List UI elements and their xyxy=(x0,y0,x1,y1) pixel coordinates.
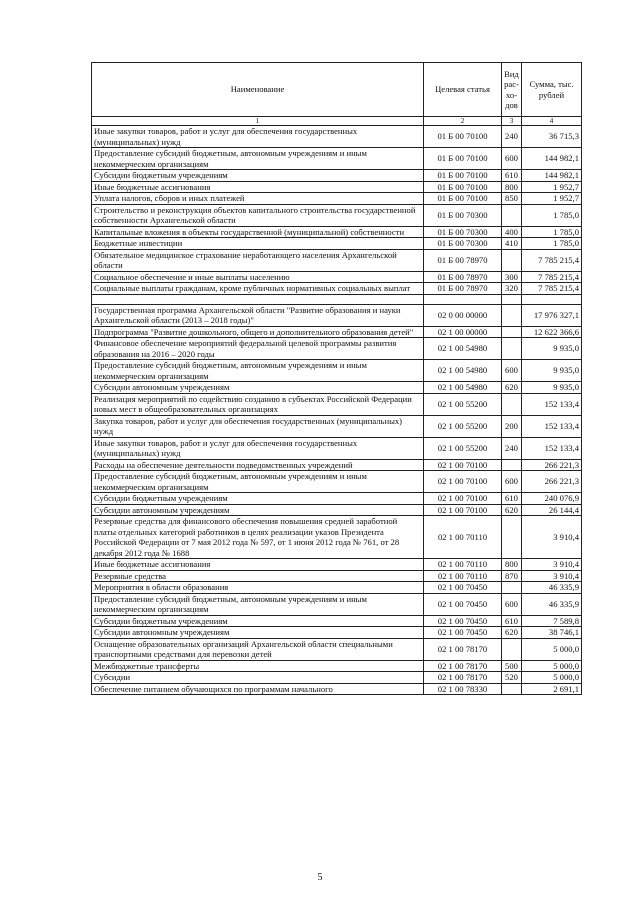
cell-amount: 5 000,0 xyxy=(522,660,582,672)
cell-amount: 9 935,0 xyxy=(522,338,582,360)
cell-target-article: 01 Б 00 70100 xyxy=(424,126,502,148)
table-row xyxy=(92,672,582,684)
cell-amount: 3 910,4 xyxy=(522,516,582,559)
cell-expense-type: 600 xyxy=(502,360,522,382)
cell-amount: 1 952,7 xyxy=(522,193,582,205)
table-row xyxy=(92,283,582,295)
cell-name: Оснащение образовательных организаций Архангельской области специальными транспортными средствами для перевозки детей xyxy=(92,638,424,660)
cell-target-article: 02 1 00 70100 xyxy=(424,459,502,471)
cell-target-article: 02 1 00 70110 xyxy=(424,559,502,571)
table-row xyxy=(92,471,582,493)
cell-name: Субсидии xyxy=(92,672,424,684)
table-row xyxy=(92,493,582,505)
table-row xyxy=(92,593,582,615)
column-number: 1 xyxy=(92,117,424,126)
cell-target-article: 01 Б 00 70100 xyxy=(424,181,502,193)
page-number: 5 xyxy=(317,872,323,883)
cell-expense-type xyxy=(502,249,522,271)
cell-name: Субсидии автономным учреждениям xyxy=(92,627,424,639)
table-row xyxy=(92,238,582,250)
cell-target-article: 01 Б 00 78970 xyxy=(424,283,502,295)
cell-amount: 3 910,4 xyxy=(522,559,582,571)
table-row xyxy=(92,683,582,695)
cell-amount: 7 785 215,4 xyxy=(522,271,582,283)
cell-amount xyxy=(522,294,582,304)
cell-target-article: 01 Б 00 70100 xyxy=(424,193,502,205)
cell-target-article: 02 1 00 54980 xyxy=(424,382,502,394)
cell-name: Резервные средства xyxy=(92,570,424,582)
header-name: Наименование xyxy=(92,63,424,117)
cell-expense-type: 610 xyxy=(502,493,522,505)
cell-expense-type: 600 xyxy=(502,471,522,493)
cell-name: Социальные выплаты гражданам, кроме публичных нормативных социальных выплат xyxy=(92,283,424,295)
cell-expense-type: 520 xyxy=(502,672,522,684)
cell-name: Мероприятия в области образования xyxy=(92,582,424,594)
cell-target-article: 02 1 00 55200 xyxy=(424,437,502,459)
spacer-row xyxy=(92,294,582,304)
cell-expense-type: 500 xyxy=(502,660,522,672)
cell-target-article: 02 1 00 54980 xyxy=(424,360,502,382)
cell-name: Субсидии автономным учреждениям xyxy=(92,504,424,516)
cell-expense-type xyxy=(502,683,522,695)
cell-name: Предоставление субсидий бюджетным, автономным учреждениям и иным некоммерческим организациям xyxy=(92,471,424,493)
cell-name: Субсидии бюджетным учреждениям xyxy=(92,493,424,505)
cell-name: Иные бюджетные ассигнования xyxy=(92,181,424,193)
cell-amount: 7 785 215,4 xyxy=(522,249,582,271)
budget-table xyxy=(91,62,582,695)
cell-amount: 46 335,9 xyxy=(522,593,582,615)
cell-target-article: 01 Б 00 70100 xyxy=(424,170,502,182)
cell-target-article: 02 1 00 78170 xyxy=(424,672,502,684)
cell-target-article: 01 Б 00 70100 xyxy=(424,148,502,170)
cell-name: Субсидии бюджетным учреждениям xyxy=(92,170,424,182)
cell-name: Иные бюджетные ассигнования xyxy=(92,559,424,571)
table-row xyxy=(92,126,582,148)
cell-target-article: 02 1 00 70450 xyxy=(424,615,502,627)
cell-amount: 7 589,8 xyxy=(522,615,582,627)
cell-expense-type xyxy=(502,294,522,304)
cell-name: Бюджетные инвестиции xyxy=(92,238,424,250)
header-sum: Сумма, тыс. рублей xyxy=(522,63,582,117)
table-row xyxy=(92,193,582,205)
cell-target-article: 01 Б 00 70300 xyxy=(424,238,502,250)
cell-expense-type: 620 xyxy=(502,382,522,394)
cell-amount: 5 000,0 xyxy=(522,672,582,684)
column-number: 2 xyxy=(424,117,502,126)
cell-target-article: 01 Б 00 70300 xyxy=(424,226,502,238)
header-code: Целевая статья xyxy=(424,63,502,117)
cell-expense-type: 200 xyxy=(502,415,522,437)
cell-name: Иные закупки товаров, работ и услуг для обеспечения государственных (муниципальных) нужд xyxy=(92,437,424,459)
table-row xyxy=(92,638,582,660)
cell-expense-type xyxy=(502,326,522,338)
cell-name: Государственная программа Архангельской области "Развитие образования и науки Архангельской области (2013 – 2018 годы)" xyxy=(92,304,424,326)
table-row xyxy=(92,393,582,415)
cell-expense-type: 600 xyxy=(502,593,522,615)
cell-amount: 7 785 215,4 xyxy=(522,283,582,295)
cell-amount: 38 746,1 xyxy=(522,627,582,639)
cell-target-article: 02 1 00 54980 xyxy=(424,338,502,360)
cell-expense-type: 300 xyxy=(502,271,522,283)
table-row xyxy=(92,615,582,627)
cell-amount: 1 785,0 xyxy=(522,226,582,238)
cell-amount: 1 785,0 xyxy=(522,238,582,250)
cell-name: Подпрограмма "Развитие дошкольного, общего и дополнительного образования детей" xyxy=(92,326,424,338)
cell-expense-type xyxy=(502,638,522,660)
cell-amount: 2 691,1 xyxy=(522,683,582,695)
table-row xyxy=(92,516,582,559)
table-row xyxy=(92,226,582,238)
cell-target-article: 02 1 00 70100 xyxy=(424,471,502,493)
cell-amount: 1 952,7 xyxy=(522,181,582,193)
cell-amount: 17 976 327,1 xyxy=(522,304,582,326)
table-row xyxy=(92,415,582,437)
cell-amount: 240 076,9 xyxy=(522,493,582,505)
cell-name: Межбюджетные трансферты xyxy=(92,660,424,672)
cell-target-article: 02 1 00 70450 xyxy=(424,582,502,594)
cell-amount: 144 982,1 xyxy=(522,170,582,182)
cell-expense-type: 620 xyxy=(502,627,522,639)
table-row xyxy=(92,360,582,382)
cell-amount: 152 133,4 xyxy=(522,437,582,459)
cell-expense-type: 600 xyxy=(502,148,522,170)
table-row xyxy=(92,148,582,170)
cell-expense-type xyxy=(502,338,522,360)
cell-name: Уплата налогов, сборов и иных платежей xyxy=(92,193,424,205)
cell-expense-type: 620 xyxy=(502,504,522,516)
cell-target-article: 02 1 00 70450 xyxy=(424,593,502,615)
cell-name: Закупка товаров, работ и услуг для обеспечения государственных (муниципальных) нужд xyxy=(92,415,424,437)
table-row xyxy=(92,338,582,360)
cell-expense-type xyxy=(502,516,522,559)
cell-target-article: 02 1 00 55200 xyxy=(424,415,502,437)
table-row xyxy=(92,660,582,672)
cell-target-article: 02 1 00 78330 xyxy=(424,683,502,695)
cell-expense-type: 240 xyxy=(502,126,522,148)
cell-expense-type xyxy=(502,204,522,226)
cell-amount: 1 785,0 xyxy=(522,204,582,226)
cell-name: Иные закупки товаров, работ и услуг для обеспечения государственных (муниципальных) нужд xyxy=(92,126,424,148)
cell-amount: 12 622 366,6 xyxy=(522,326,582,338)
table-body xyxy=(92,126,582,695)
cell-target-article: 02 1 00 70100 xyxy=(424,493,502,505)
cell-expense-type: 850 xyxy=(502,193,522,205)
cell-target-article: 01 Б 00 78970 xyxy=(424,271,502,283)
cell-expense-type: 320 xyxy=(502,283,522,295)
cell-target-article: 02 0 00 00000 xyxy=(424,304,502,326)
table-row xyxy=(92,459,582,471)
table-row xyxy=(92,326,582,338)
table-row xyxy=(92,437,582,459)
header-row xyxy=(92,63,582,117)
cell-name: Реализация мероприятий по содействию созданию в субъектах Российской Федерации новых мест в общеобразовательных организациях xyxy=(92,393,424,415)
cell-amount: 26 144,4 xyxy=(522,504,582,516)
cell-name: Предоставление субсидий бюджетным, автономным учреждениям и иным некоммерческим организациям xyxy=(92,593,424,615)
cell-expense-type: 240 xyxy=(502,437,522,459)
cell-name: Капитальные вложения в объекты государственной (муниципальной) собственности xyxy=(92,226,424,238)
table-row xyxy=(92,582,582,594)
table-row xyxy=(92,181,582,193)
cell-name: Расходы на обеспечение деятельности подведомственных учреждений xyxy=(92,459,424,471)
cell-expense-type: 610 xyxy=(502,615,522,627)
table-row xyxy=(92,249,582,271)
column-number: 4 xyxy=(522,117,582,126)
cell-name: Субсидии бюджетным учреждениям xyxy=(92,615,424,627)
cell-name: Субсидии автономным учреждениям xyxy=(92,382,424,394)
table-row xyxy=(92,627,582,639)
cell-amount: 9 935,0 xyxy=(522,360,582,382)
cell-expense-type: 410 xyxy=(502,238,522,250)
cell-amount: 46 335,9 xyxy=(522,582,582,594)
cell-target-article: 02 1 00 55200 xyxy=(424,393,502,415)
cell-expense-type xyxy=(502,393,522,415)
cell-name: Строительство и реконструкция объектов капитального строительства государственной собственности Архангельской области xyxy=(92,204,424,226)
cell-target-article: 01 Б 00 70300 xyxy=(424,204,502,226)
cell-target-article: 02 1 00 70450 xyxy=(424,627,502,639)
column-number: 3 xyxy=(502,117,522,126)
cell-target-article: 02 1 00 70110 xyxy=(424,570,502,582)
table-row xyxy=(92,504,582,516)
cell-amount: 266 221,3 xyxy=(522,471,582,493)
cell-expense-type: 800 xyxy=(502,559,522,571)
cell-name: Обеспечение питанием обучающихся по программам начального xyxy=(92,683,424,695)
cell-amount: 266 221,3 xyxy=(522,459,582,471)
cell-expense-type: 800 xyxy=(502,181,522,193)
cell-expense-type xyxy=(502,582,522,594)
cell-amount: 5 000,0 xyxy=(522,638,582,660)
cell-amount: 36 715,3 xyxy=(522,126,582,148)
cell-amount: 9 935,0 xyxy=(522,382,582,394)
cell-amount: 3 910,4 xyxy=(522,570,582,582)
table-row xyxy=(92,304,582,326)
cell-name: Социальное обеспечение и иные выплаты населению xyxy=(92,271,424,283)
cell-expense-type: 870 xyxy=(502,570,522,582)
cell-target-article xyxy=(424,294,502,304)
table-row xyxy=(92,204,582,226)
cell-target-article: 02 1 00 78170 xyxy=(424,638,502,660)
header-type: Вид рас-хо-дов xyxy=(502,63,522,117)
cell-target-article: 02 1 00 70110 xyxy=(424,516,502,559)
cell-target-article: 02 1 00 70100 xyxy=(424,504,502,516)
column-number-row xyxy=(92,117,582,126)
cell-name: Предоставление субсидий бюджетным, автономным учреждениям и иным некоммерческим организациям xyxy=(92,360,424,382)
cell-name: Обязательное медицинское страхование неработающего населения Архангельской области xyxy=(92,249,424,271)
cell-expense-type: 610 xyxy=(502,170,522,182)
cell-amount: 152 133,4 xyxy=(522,415,582,437)
cell-amount: 152 133,4 xyxy=(522,393,582,415)
table-row xyxy=(92,570,582,582)
cell-amount: 144 982,1 xyxy=(522,148,582,170)
cell-target-article: 01 Б 00 78970 xyxy=(424,249,502,271)
cell-expense-type xyxy=(502,459,522,471)
cell-name xyxy=(92,294,424,304)
table-row xyxy=(92,382,582,394)
cell-expense-type: 400 xyxy=(502,226,522,238)
table-row xyxy=(92,170,582,182)
table-row xyxy=(92,559,582,571)
cell-name: Предоставление субсидий бюджетным, автономным учреждениям и иным некоммерческим организациям xyxy=(92,148,424,170)
cell-expense-type xyxy=(502,304,522,326)
cell-name: Резервные средства для финансового обеспечения повышения средней заработной платы отдельных категорий работников в целях реализации указов Президента Российской Федерации от 7 мая 2012 года № 597, от 1 июня 2012 года № 761, от 28 декабря 2012 года № 1688 xyxy=(92,516,424,559)
table-row xyxy=(92,271,582,283)
cell-target-article: 02 1 00 78170 xyxy=(424,660,502,672)
cell-name: Финансовое обеспечение мероприятий федеральной целевой программы развития образования на 2016 – 2020 годы xyxy=(92,338,424,360)
cell-target-article: 02 1 00 00000 xyxy=(424,326,502,338)
